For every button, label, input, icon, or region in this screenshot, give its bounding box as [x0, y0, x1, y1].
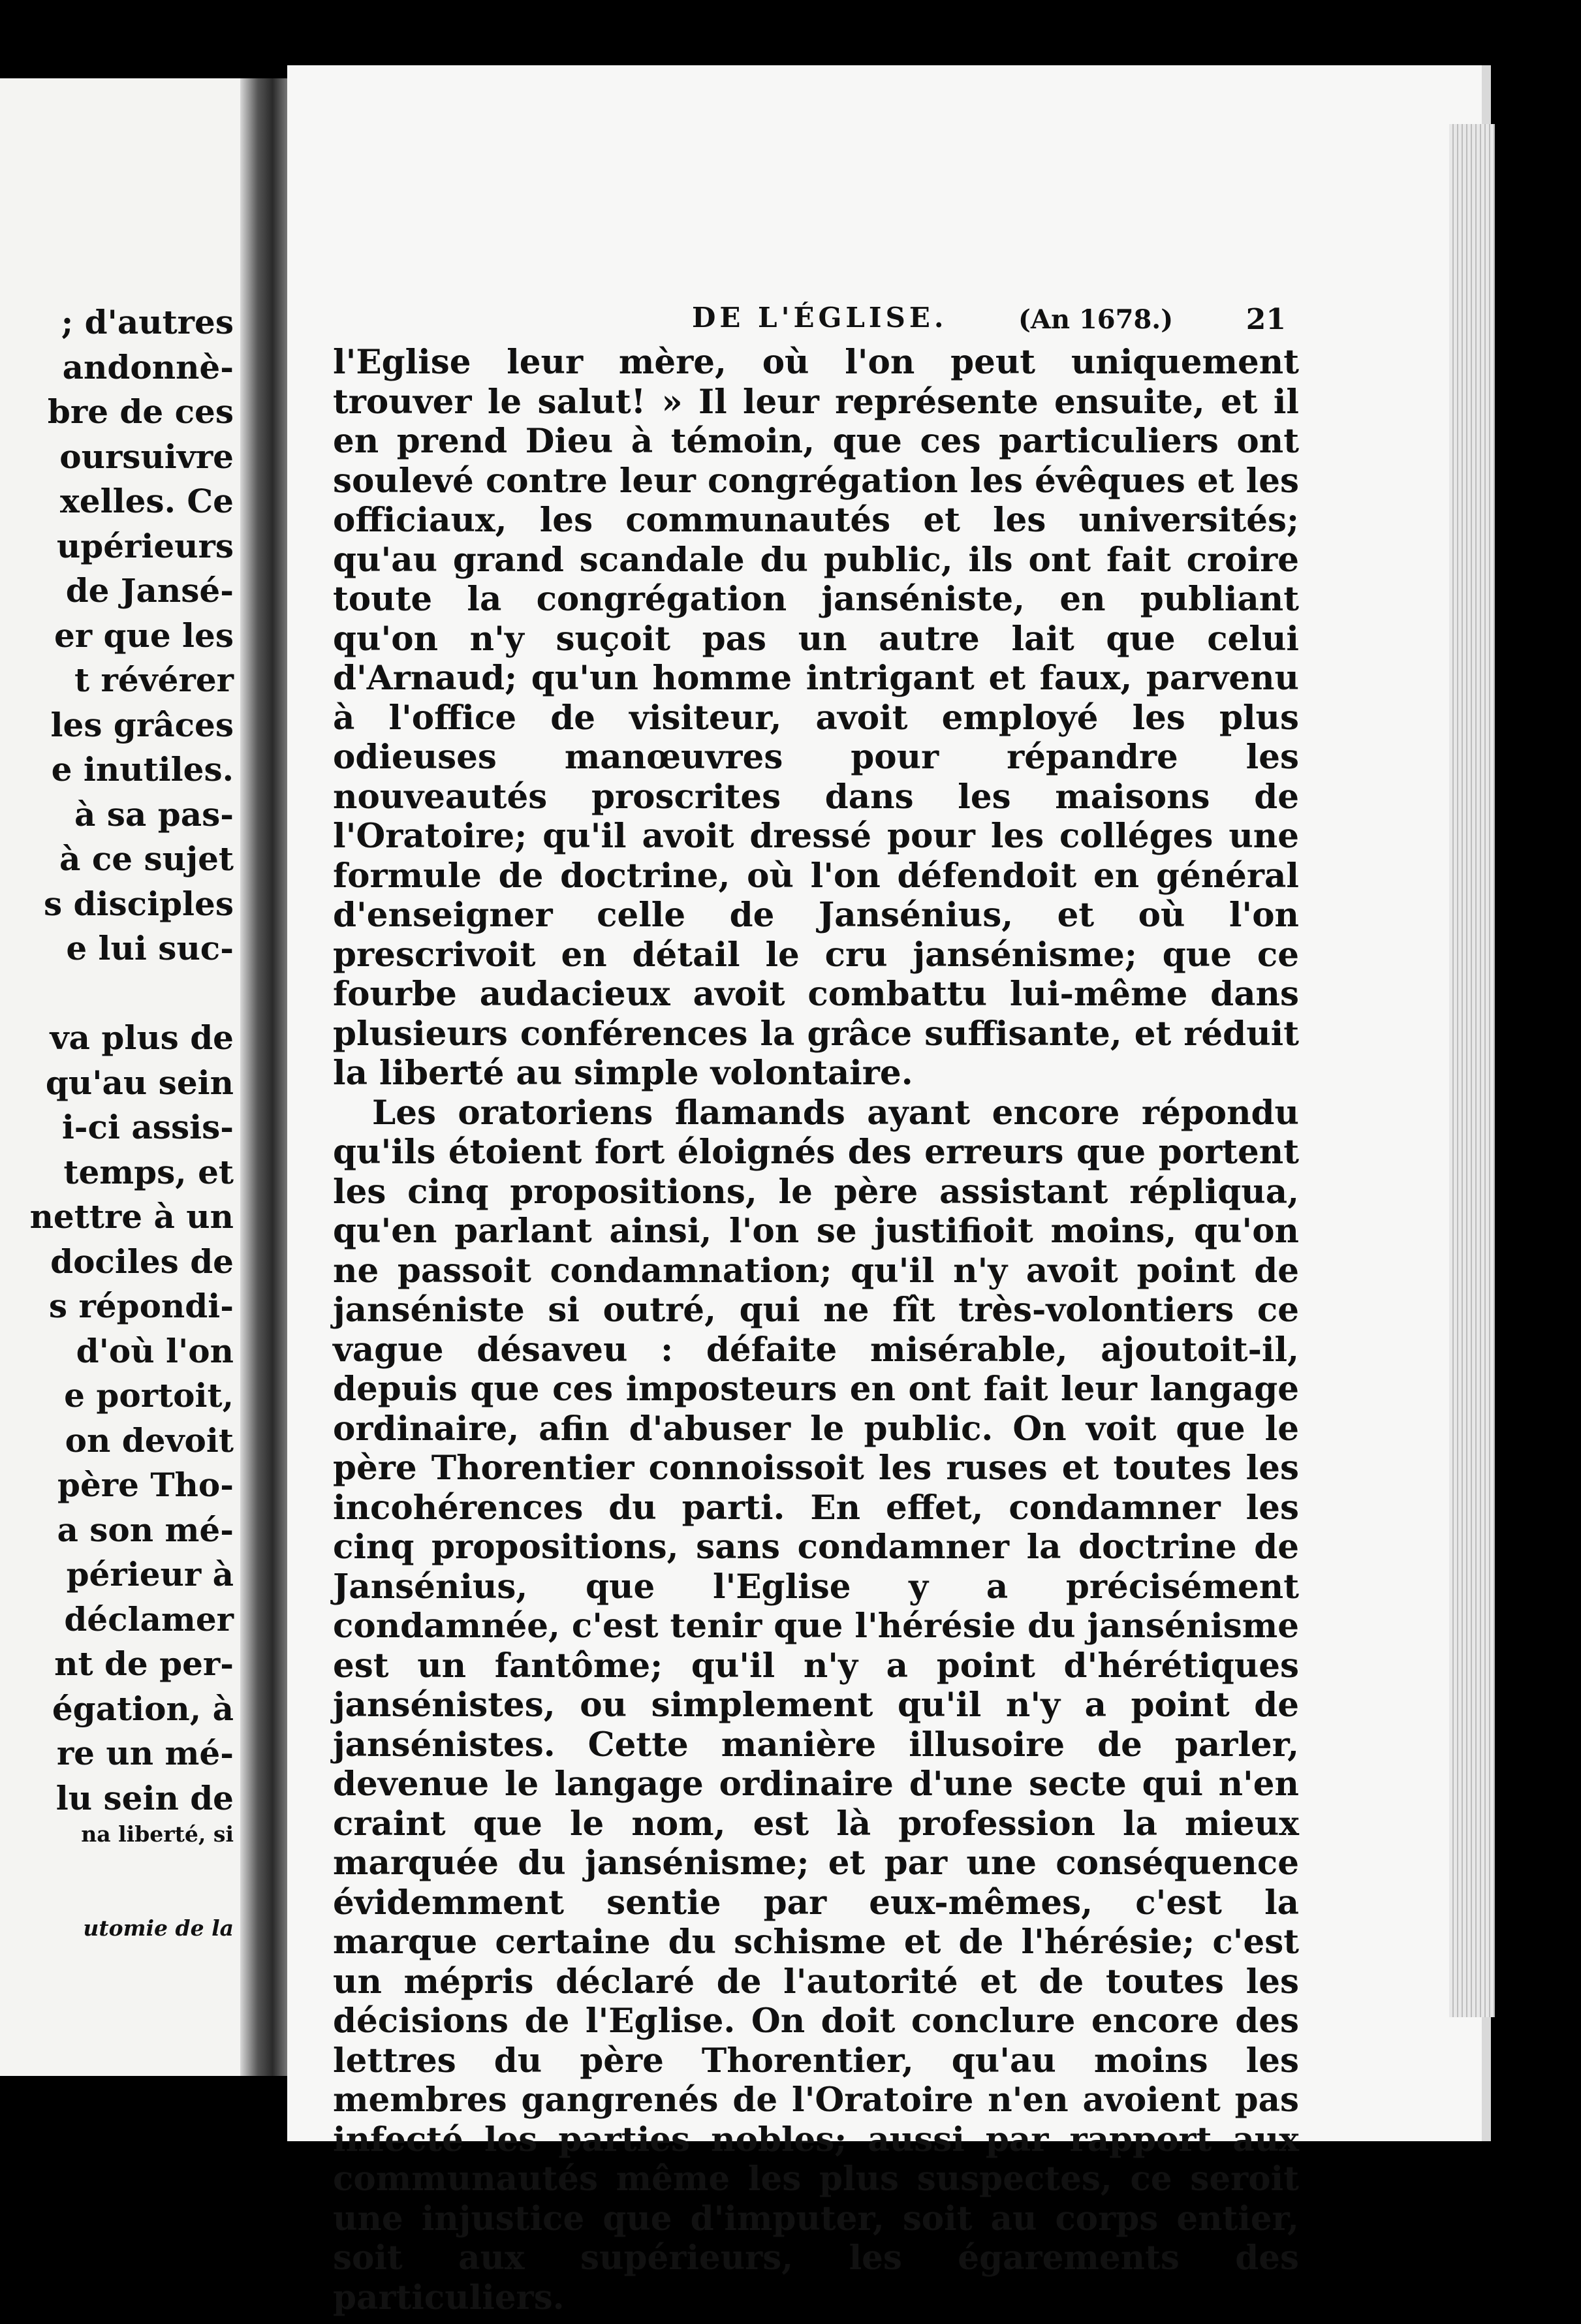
- paragraph: Les oratoriens flamands ayant encore répondu qu'ils étoient fort éloignés des erreurs que portent les cinq propositions, le père assistant répliqua, qu'en parlant ainsi, l'on se justifioit moins, qu'on ne passoit condamnation; qu'il n'y avoit point de janséniste si outré, qui ne fît très-volontiers ce vague désaveu : défaite misérable, ajoutoit-il, depuis que ces imposteurs en ont fait leur langage ordinaire, afin d'abuser le public. On voit que le père Thorentier connoissoit les ruses et toutes les incohérences du parti. En effet, condamner les cinq propositions, sans condamner la doctrine de Jansénius, que l'Eglise y a précisément condamnée, c'est tenir que l'hérésie du jansénisme est un fantôme; qu'il n'y a point d'hérétiques jansénistes, ou simplement qu'il n'y a point de jansénistes. Cette manière illusoire de parler, devenue le langage ordinaire d'une secte qui n'en craint que le nom, est là profession la mieux marquée du jansénisme; et par une conséquence évidemment sentie par eux-mêmes, c'est la marque certaine du schisme et de l'hérésie; c'est un mépris déclaré de l'autorité et de toutes les décisions de l'Eglise. On doit conclure encore des lettres du père Thorentier, qu'au moins les membres gangrenés de l'Oratoire n'en avoient pas infecté les parties nobles; aussi par rapport aux communautés même les plus suspectes, ce seroit une injustice que d'imputer, soit au corps entier, soit aux supérieurs, les égarements des particuliers.: [333, 1093, 1299, 2317]
- left-page-line: égation, à: [52, 1689, 234, 1728]
- left-page-line: dociles de: [50, 1242, 234, 1281]
- left-page-line: upérieurs: [56, 526, 234, 565]
- left-page-line: s répondi-: [48, 1287, 234, 1325]
- left-page-line: nt de per-: [54, 1644, 234, 1683]
- left-page-text: [0, 300, 234, 1821]
- left-page-line: lu sein de: [55, 1778, 234, 1817]
- left-page-line: on devoit: [65, 1421, 234, 1460]
- left-page-line: oursuivre: [59, 437, 234, 476]
- left-page-line: re un mé-: [56, 1734, 234, 1772]
- left-page-line: a son mé-: [57, 1510, 234, 1549]
- left-page-line: er que les: [54, 616, 234, 655]
- left-page-line: e inutiles.: [51, 750, 234, 789]
- left-page-line: e portoit,: [64, 1376, 234, 1415]
- left-page-line: de Jansé-: [65, 571, 234, 610]
- left-page-line: [0, 971, 234, 1016]
- page-edge: [1449, 124, 1495, 2017]
- running-head-year: (An 1678.): [1018, 304, 1174, 335]
- left-page-line: andonnè-: [62, 347, 234, 386]
- left-note-line: na liberté, si: [81, 1821, 234, 1847]
- left-page-line: les grâces: [50, 705, 234, 744]
- paragraph: l'Eglise leur mère, où l'on peut uniquement trouver le salut! » Il leur représente ensuite, et il en prend Dieu à témoin, que ces particuliers ont soulevé contre leur congrégation les évêques et les officiaux, les communautés et les universités; qu'au grand scandale du public, ils ont fait croire toute la congrégation janséniste, en publiant qu'on n'y suçoit pas un autre lait que celui d'Arnaud; qu'un homme intrigant et faux, parvenu à l'office de visiteur, avoit employé les plus odieuses manœuvres pour répandre les nouveautés proscrites dans les maisons de l'Oratoire; qu'il avoit dressé pour les colléges une formule de doctrine, où l'on défendoit en général d'enseigner celle de Jansénius, et où l'on prescrivoit en détail le cru jansénisme; que ce fourbe audacieux avoit combattu lui-même dans plusieurs conférences la grâce suffisante, et réduit la liberté au simple volontaire.: [333, 343, 1299, 1093]
- left-page-line: à ce sujet: [59, 840, 234, 878]
- left-page-line: va plus de: [50, 1018, 234, 1057]
- left-page-line: e lui suc-: [66, 929, 234, 967]
- left-page-footnotes: [0, 1756, 234, 2007]
- left-page-line: père Tho-: [57, 1466, 234, 1504]
- left-page-line: t révérer: [74, 661, 234, 699]
- left-page-line: s disciples: [43, 884, 234, 923]
- left-page-line: à sa pas-: [74, 794, 234, 834]
- left-page-line: bre de ces: [47, 392, 234, 431]
- left-page-line: ; d'autres: [61, 303, 234, 341]
- left-page-fragment: [0, 78, 240, 2076]
- running-head: [692, 302, 1286, 341]
- running-head-title: DE L'ÉGLISE.: [692, 302, 948, 334]
- left-page-line: d'où l'on: [76, 1331, 234, 1370]
- left-page-line: qu'au sein: [45, 1063, 234, 1102]
- left-page-line: xelles. Ce: [60, 482, 234, 520]
- left-page-line: périeur à: [66, 1555, 234, 1594]
- left-page-line: temps, et: [63, 1152, 234, 1191]
- body-text: [333, 343, 1299, 2317]
- left-page-line: nettre à un: [29, 1197, 234, 1236]
- page-number: 21: [1245, 303, 1286, 336]
- left-page-line: i-ci assis-: [61, 1108, 234, 1146]
- left-page-line: déclamer: [64, 1599, 234, 1639]
- left-note-line: utomie de la: [83, 1915, 234, 1941]
